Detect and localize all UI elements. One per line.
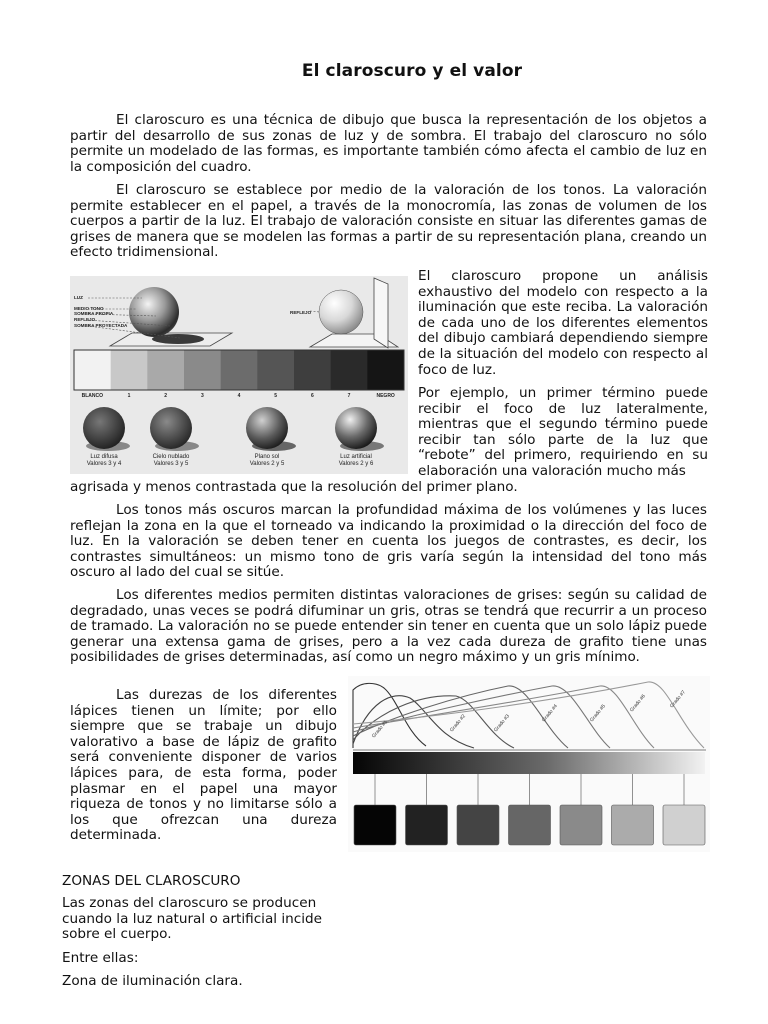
value-step-0 (74, 350, 111, 390)
sphere-4-values: Valores 2 y 6 (338, 461, 374, 467)
label-sombra-propia: SOMBRA PROPIA (74, 311, 114, 316)
sphere-3-label: Plano sol (254, 454, 280, 460)
sphere-1-values: Valores 3 y 4 (86, 461, 122, 467)
gray-swatch-4 (509, 805, 551, 845)
section-text: Las zonas del claroscuro se producen cuando la luz natural o artificial incide sobre el cuerpo. (62, 895, 323, 943)
value-scale-label-7: 7 (347, 393, 351, 399)
gray-swatch-2 (406, 805, 448, 845)
graphite-grades-figure (348, 676, 710, 852)
label-medio-tono: MEDIO TONO (74, 306, 104, 311)
value-scale-label-0: BLANCO (81, 393, 104, 399)
paragraph-1: El claroscuro es una técnica de dibujo que busca la representación de los objetos a partir del desarrollo de sus zonas de luz y de sombra. El trabajo del claroscuro no sólo permite un modelado de las formas, es importante también cómo afecta el cambio de luz en la composición del cuadro. (70, 112, 707, 175)
paragraph-3: El claroscuro propone un análisis exhaustivo del modelo con respecto a la iluminación que este reciba. La valoración de cada uno de los diferentes elementos del dibujo cambiará dependiendo siempre de la situación del modelo con respecto al foco de luz. (418, 268, 708, 378)
section-heading: ZONAS DEL CLAROSCURO (62, 873, 241, 889)
value-step-2 (147, 350, 184, 390)
curve-label-2: Grado #2 (448, 713, 467, 734)
curve-label-7: Grado #7 (668, 689, 687, 710)
value-step-8 (367, 350, 404, 390)
section-text-2: Entre ellas: (62, 950, 139, 966)
value-scale-label-1: 1 (127, 393, 131, 399)
paragraph-4-end: agrisada y menos contrastada que la resolución del primer plano. (70, 479, 518, 495)
paragraph-6: Los diferentes medios permiten distintas valoraciones de grises: según su calidad de degradado, unas veces se podrá difuminar un gris, otras se tendrá que recurrir a un proceso de tramado. La valoración no se puede entender sin tener en cuenta que un solo lápiz puede generar una extensa gama de grises, pero a la vez cada dureza de grafito tiene unas posibilidades de grises determinadas, así como un negro máximo y un gris mínimo. (70, 587, 707, 666)
sphere-1-label: Luz difusa (90, 454, 118, 460)
value-step-5 (257, 350, 294, 390)
value-step-6 (294, 350, 331, 390)
paragraph-4: Por ejemplo, un primer término puede recibir el foco de luz lateralmente, mientras que el segundo término puede recibir tan sólo parte de la luz que “rebote” del primero, requiriendo en su elaboración una valoración mucho más (418, 385, 708, 479)
chiaroscuro-spheres-figure (70, 276, 408, 474)
gradient-bar (353, 752, 705, 774)
sphere-2-label: Cielo nublado (152, 454, 190, 460)
value-scale-label-8: NEGRO (376, 393, 395, 399)
section-text-3: Zona de iluminación clara. (62, 973, 243, 989)
paragraph-7: Las durezas de los diferentes lápices tienen un límite; por ello siempre que se trabaje un dibujo valorativo a base de lápiz de grafito será conveniente disponer de varios lápices para, de esta forma, poder plasmar en el papel una mayor riqueza de tonos y no limitarse sólo a los que ofrezcan una dureza determinada. (70, 687, 337, 844)
curve-label-6: Grado #6 (628, 693, 647, 714)
value-scale-label-3: 3 (200, 393, 204, 399)
sphere-2-values: Valores 3 y 5 (153, 461, 189, 467)
sphere-4-label: Luz artificial (340, 454, 372, 460)
value-scale-label-5: 5 (274, 393, 278, 399)
curve-label-4: Grado #4 (540, 703, 559, 724)
paragraph-5: Los tonos más oscuros marcan la profundidad máxima de los volúmenes y las luces reflejan la zona en la que el torneado va indicando la proximidad o la dirección del foco de luz. En la valoración se deben tener en cuenta los juegos de contrastes, es decir, los contrastes simultáneos: un mismo tono de gris varía según la intensidad del tono más oscuro al lado del cual se sitúe. (70, 502, 707, 581)
value-scale (74, 350, 405, 390)
value-scale-label-4: 4 (237, 393, 241, 399)
label-luz: LUZ (74, 295, 83, 300)
gray-swatch-7 (663, 805, 705, 845)
value-step-1 (111, 350, 148, 390)
label-sombra-proyectada: SOMBRA PROYECTADA (74, 323, 128, 328)
value-scale-label-6: 6 (310, 393, 314, 399)
value-step-7 (331, 350, 368, 390)
curve-label-1: Grado #1 (370, 719, 389, 740)
gray-swatch-1 (354, 805, 396, 845)
gray-swatch-6 (612, 805, 654, 845)
value-scale-label-2: 2 (164, 393, 168, 399)
page-title: El claroscuro y el valor (301, 61, 523, 81)
gray-swatch-3 (457, 805, 499, 845)
sphere-3-values: Valores 2 y 5 (249, 461, 285, 467)
gray-swatch-5 (560, 805, 602, 845)
paragraph-2: El claroscuro se establece por medio de la valoración de los tonos. La valoración permite establecer en el papel, a través de la monocromía, las zonas de volumen de los cuerpos a partir de la luz. El trabajo de valoración consiste en situar las diferentes gamas de grises de manera que se modelen las formas a partir de su representación plana, creando un efecto tridimensional. (70, 182, 707, 261)
label-reflejo-right: REFLEJO (290, 310, 312, 315)
label-reflejo: REFLEJO (74, 317, 96, 322)
curve-label-5: Grado #5 (588, 703, 607, 724)
value-step-3 (184, 350, 221, 390)
value-step-4 (221, 350, 258, 390)
curve-label-3: Grado #3 (492, 713, 511, 734)
shaded-sphere (129, 287, 179, 337)
